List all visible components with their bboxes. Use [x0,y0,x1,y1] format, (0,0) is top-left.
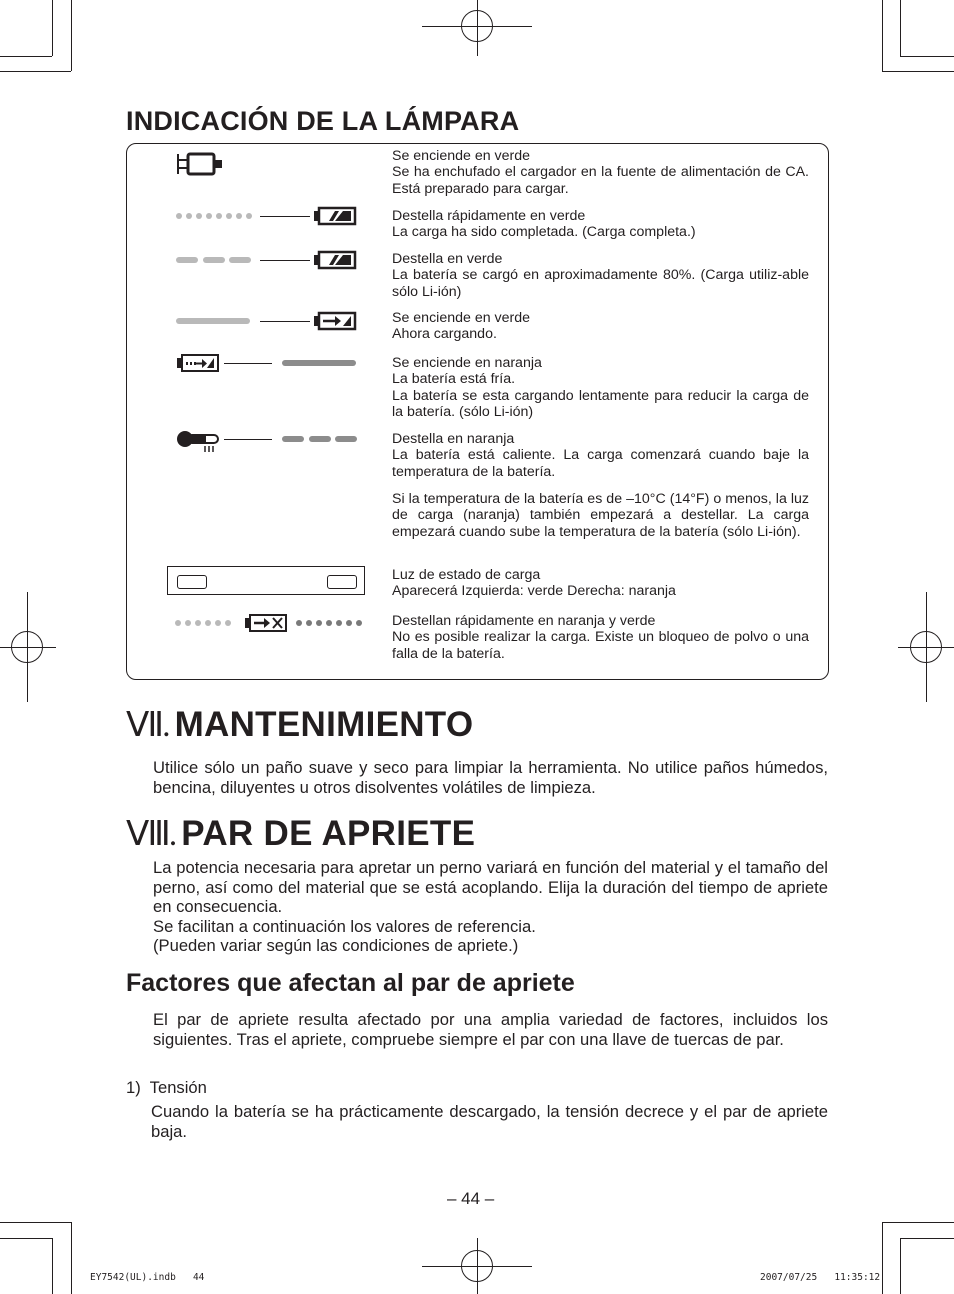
lamp-row-6 [392,431,809,480]
row-status: Se enciende en naranja [392,355,542,371]
row-status: Destellan rápidamente en naranja y verde [392,613,656,629]
page-number: – 44 – [447,1189,495,1208]
row-detail: La batería está fría. [392,371,516,388]
solid-on-indicator [176,318,250,324]
left-light [177,575,207,589]
row-detail: No es posible realizar la carga. Existe un bloqueo de polvo o una falla de la batería. [392,629,809,662]
row-detail: La carga ha sido completada. (Carga completa.) [392,224,696,241]
row-detail: Se ha enchufado el cargador en la fuente de alimentación de CA. Está preparado para cargar. [392,164,809,197]
roman-numeral: Ⅶ. [126,707,169,744]
lamp-row-4 [392,310,809,343]
slug-date: 2007/07/25 11:35:12 [760,1272,881,1283]
row-status: Luz de estado de carga [392,567,541,583]
factors-text: El par de apriete resulta afectado por una amplia variedad de factores, incluidos los siguientes. Tras el apriete, compruebe siempre el par con una llave de tuercas de par. [153,1010,828,1049]
section-title-maintenance [126,705,473,745]
connector-line [260,216,310,217]
lamp-row-8 [392,567,809,600]
lamp-row-note [392,491,809,540]
paragraph: La potencia necesaria para apretar un perno variará en función del material y el tamaño del perno, así como del material que se está acoplando. Elija la duración del tiempo de apriete en consecuencia. [153,858,828,917]
roman-numeral: Ⅷ. [126,816,176,853]
right-light [327,575,357,589]
battery-full-icon [313,250,357,275]
section-title-lamp: INDICACIÓN DE LA LÁMPARA [126,106,520,136]
lamp-row-1 [392,148,809,197]
subsection-title-factors: Factores que afectan al par de apriete [126,969,575,997]
row-detail: Aparecerá Izquierda: verde Derecha: naranja [392,583,676,600]
row-detail: La batería se cargó en aproximadamente 80%. (Carga utiliz-able sólo Li-ión) [392,267,809,300]
lamp-row-3 [392,251,809,300]
maintenance-text: Utilice sólo un paño suave y seco para limpiar la herramienta. No utilice paños húmedos, bencina, diluyentes u otros disolventes volátiles de limpieza. [153,758,828,797]
plug-icon [176,151,224,182]
row-detail: Si la temperatura de la batería es de –10°C (14°F) o menos, la luz de carga (naranja) también empezará a destellar. La carga empezará cuando sube la temperatura de la batería (sólo Li-ión). [392,491,809,540]
paragraph: Se facilitan a continuación los valores de referencia. [153,916,536,936]
connector-line [224,363,272,364]
torque-text [153,858,828,956]
connector-line [260,260,310,261]
row-status: Destella rápidamente en verde [392,208,586,224]
row-detail: La batería está caliente. La carga comenzará cuando baje la temperatura de la batería. [392,447,809,480]
row-status: Se enciende en verde [392,310,531,326]
slug-file: EY7542(UL).indb 44 [90,1272,205,1283]
section-title-torque [126,814,475,854]
battery-error-icon [244,613,288,638]
list-item-label: 1) Tensión [126,1078,207,1097]
thermometer-hot-icon [176,428,220,459]
battery-charging-icon [313,311,357,336]
list-item-text: Cuando la batería se ha prácticamente descargado, la tensión decrece y el par de apriete baja. [151,1102,828,1141]
row-detail: Ahora cargando. [392,326,497,343]
row-detail: La batería se esta cargando lentamente para reducir la carga de la batería. (sólo Li-ión) [392,387,809,421]
row-status: Destella en naranja [392,431,515,447]
solid-orange-indicator [282,360,356,366]
heading-text: MANTENIMIENTO [174,705,474,744]
battery-full-icon [313,206,357,231]
lamp-row-2 [392,208,809,241]
connector-line [260,321,310,322]
heading-text: PAR DE APRIETE [181,814,476,853]
connector-line [224,439,272,440]
paragraph: (Pueden variar según las condiciones de apriete.) [153,936,519,956]
lamp-row-9 [392,613,809,662]
status-lights-icon [167,566,365,595]
battery-cold-icon [176,353,220,378]
lamp-row-5 [392,355,809,421]
row-status: Destella en verde [392,251,503,267]
row-status: Se enciende en verde [392,148,531,164]
